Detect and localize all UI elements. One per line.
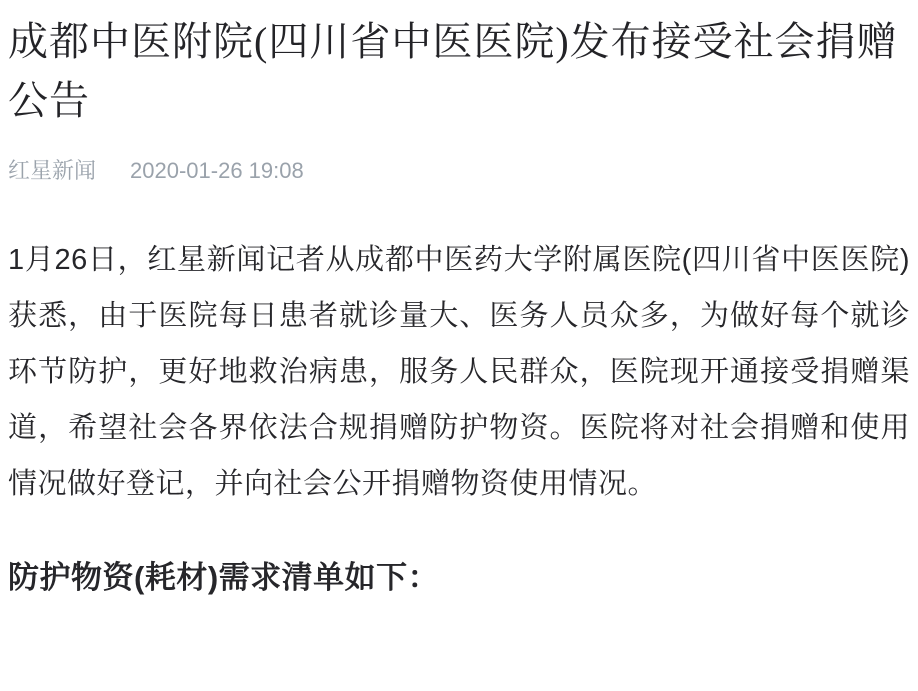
source-link[interactable]: 红星新闻 [8,158,97,183]
article-paragraph: 1月26日，红星新闻记者从成都中医药大学附属医院(四川省中医医院)获悉，由于医院每日患者就诊量大、医务人员众多，为做好每个就诊环节防护，更好地救治病患，服务人民群众，医院现开通接受捐赠渠道，希望社会各界依法合规捐赠防护物资。医院将对社会捐赠和使用情况做好登记，并向社会公开捐赠物资使用情况。 [8,244,910,500]
page-title: 成都中医附院(四川省中医医院)发布接受社会捐赠公告 [8,19,898,123]
publish-timestamp: 2020-01-26 19:08 [130,158,304,183]
article-page [0,12,918,598]
section-heading: 防护物资(耗材)需求清单如下： [8,560,440,595]
byline [8,158,910,184]
